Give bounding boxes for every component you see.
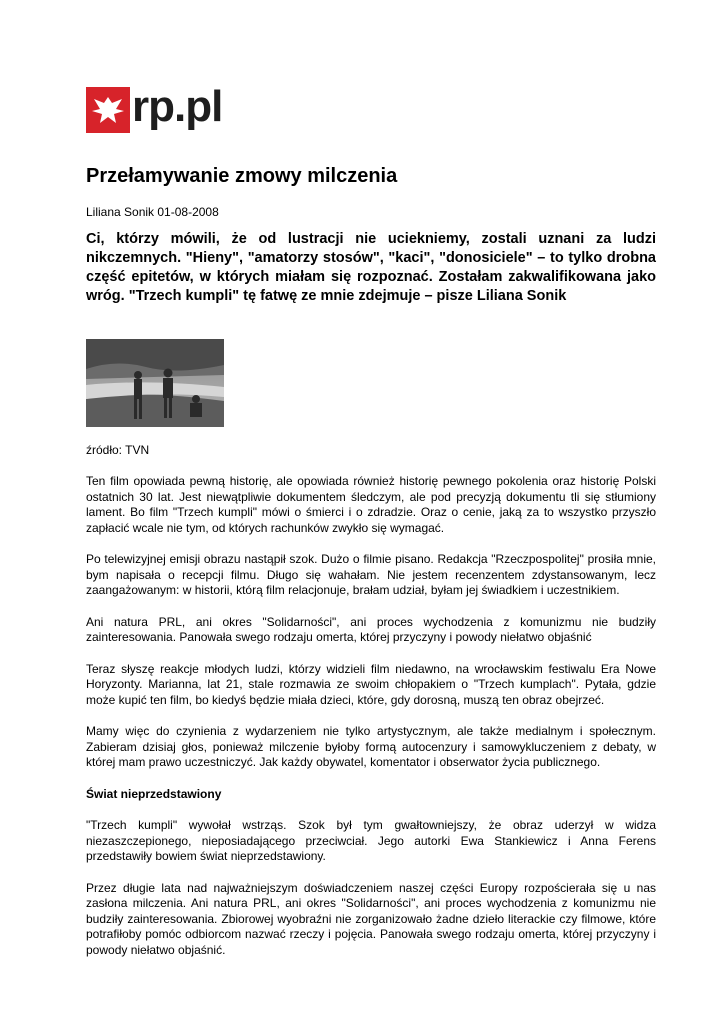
paragraph: "Trzech kumpli" wywołał wstrząs. Szok był tym gwałtowniejszy, że obraz uderzył w widza niezaszczepionego, nieposiadającego przeciwciał. Jego autorki Ewa Stankiewicz i Anna Ferens przedstawiły bowiem świat nieprzedstawiony. <box>86 818 656 863</box>
article-body <box>86 474 656 974</box>
paragraph: Teraz słyszę reakcje młodych ludzi, którzy widzieli film niedawno, na wrocławskim festiwalu Era Nowe Horyzonty. Marianna, lat 21, stale rozmawia ze swoim chłopakiem o "Trzech kumplach". Pytała, gdzie może kupić ten film, bo kiedyś będzie miała dzieci, które, gdy dorosną, muszą ten obraz obejrzeć. <box>86 661 656 707</box>
section-subheading: Świat nieprzedstawiony <box>86 786 222 801</box>
photo-caption: źródło: TVN <box>86 443 150 457</box>
site-logo[interactable] <box>86 82 223 134</box>
paragraph: Ani natura PRL, ani okres "Solidarności", ani proces wychodzenia z komunizmu nie budziły zainteresowania. Panowała swego rodzaju omerta, której przyczyny i powody niełatwo objaśnić <box>86 614 656 644</box>
logo-text: rp.pl <box>132 82 223 131</box>
article-lead: Ci, którzy mówili, że od lustracji nie uciekniemy, zostali uznani za ludzi nikczemnych. "Hieny", "amatorzy stosów", "kaci", "donosiciele" – to tylko drobna część epitetów, w których miałam się rozpoznać. Zostałam zakwalifikowana jako wróg. "Trzech kumpli" tę fatwę ze mnie zdejmuje – pisze Liliana Sonik <box>86 231 656 304</box>
eagle-logo-icon <box>86 87 130 133</box>
article-byline: Liliana Sonik 01-08-2008 <box>86 205 219 219</box>
paragraph: Mamy więc do czynienia z wydarzeniem nie tylko artystycznym, ale także medialnym i społecznym. Zabieram dzisiaj głos, ponieważ milczenie byłoby formą autocenzury i samowykluczeniem z debaty, w której mam prawo uczestniczyć. Jak każdy obywatel, komentator i obserwator życia publicznego. <box>86 724 656 769</box>
paragraph: Przez długie lata nad najważniejszym doświadczeniem naszej części Europy rozpościerała się u nas zasłona milczenia. Ani natura PRL, ani okres "Solidarności", ani proces wychodzenia z komunizmu nie budziły zainteresowania. Zbiorowej wyobraźni nie zorganizowało żadne dzieło literackie czy filmowe, które potrafiłoby pomóc odbiorcom nazwać rzeczy i pojęcia. Panowała swego rodzaju omerta, której przyczyny i powody niełatwo objaśnić. <box>86 880 656 957</box>
article-photo <box>86 339 224 427</box>
article-title: Przełamywanie zmowy milczenia <box>86 165 398 187</box>
paragraph: Ten film opowiada pewną historię, ale opowiada również historię pewnego pokolenia oraz historię Polski ostatnich 30 lat. Jest niewątpliwie dokumentem śledczym, ale pod precyzją dokumentu tli się stłumiony lament. Bo film "Trzech kumpli" mówi o śmierci i o zdradzie. Oraz o cenie, jaką za to wszystko przyszło zapłacić wcale nie tym, od których rachunków zwykło się wymagać. <box>86 474 656 535</box>
paragraph: Po telewizyjnej emisji obrazu nastąpił szok. Dużo o filmie pisano. Redakcja "Rzeczpospolitej" prosiła mnie, bym napisała o recepcji filmu. Długo się wahałam. Nie jestem recenzentem zdystansowanym, lecz zaangażowanym: w historii, którą film relacjonuje, brałam udział, byłam jej świadkiem i uczestnikiem. <box>86 552 656 597</box>
